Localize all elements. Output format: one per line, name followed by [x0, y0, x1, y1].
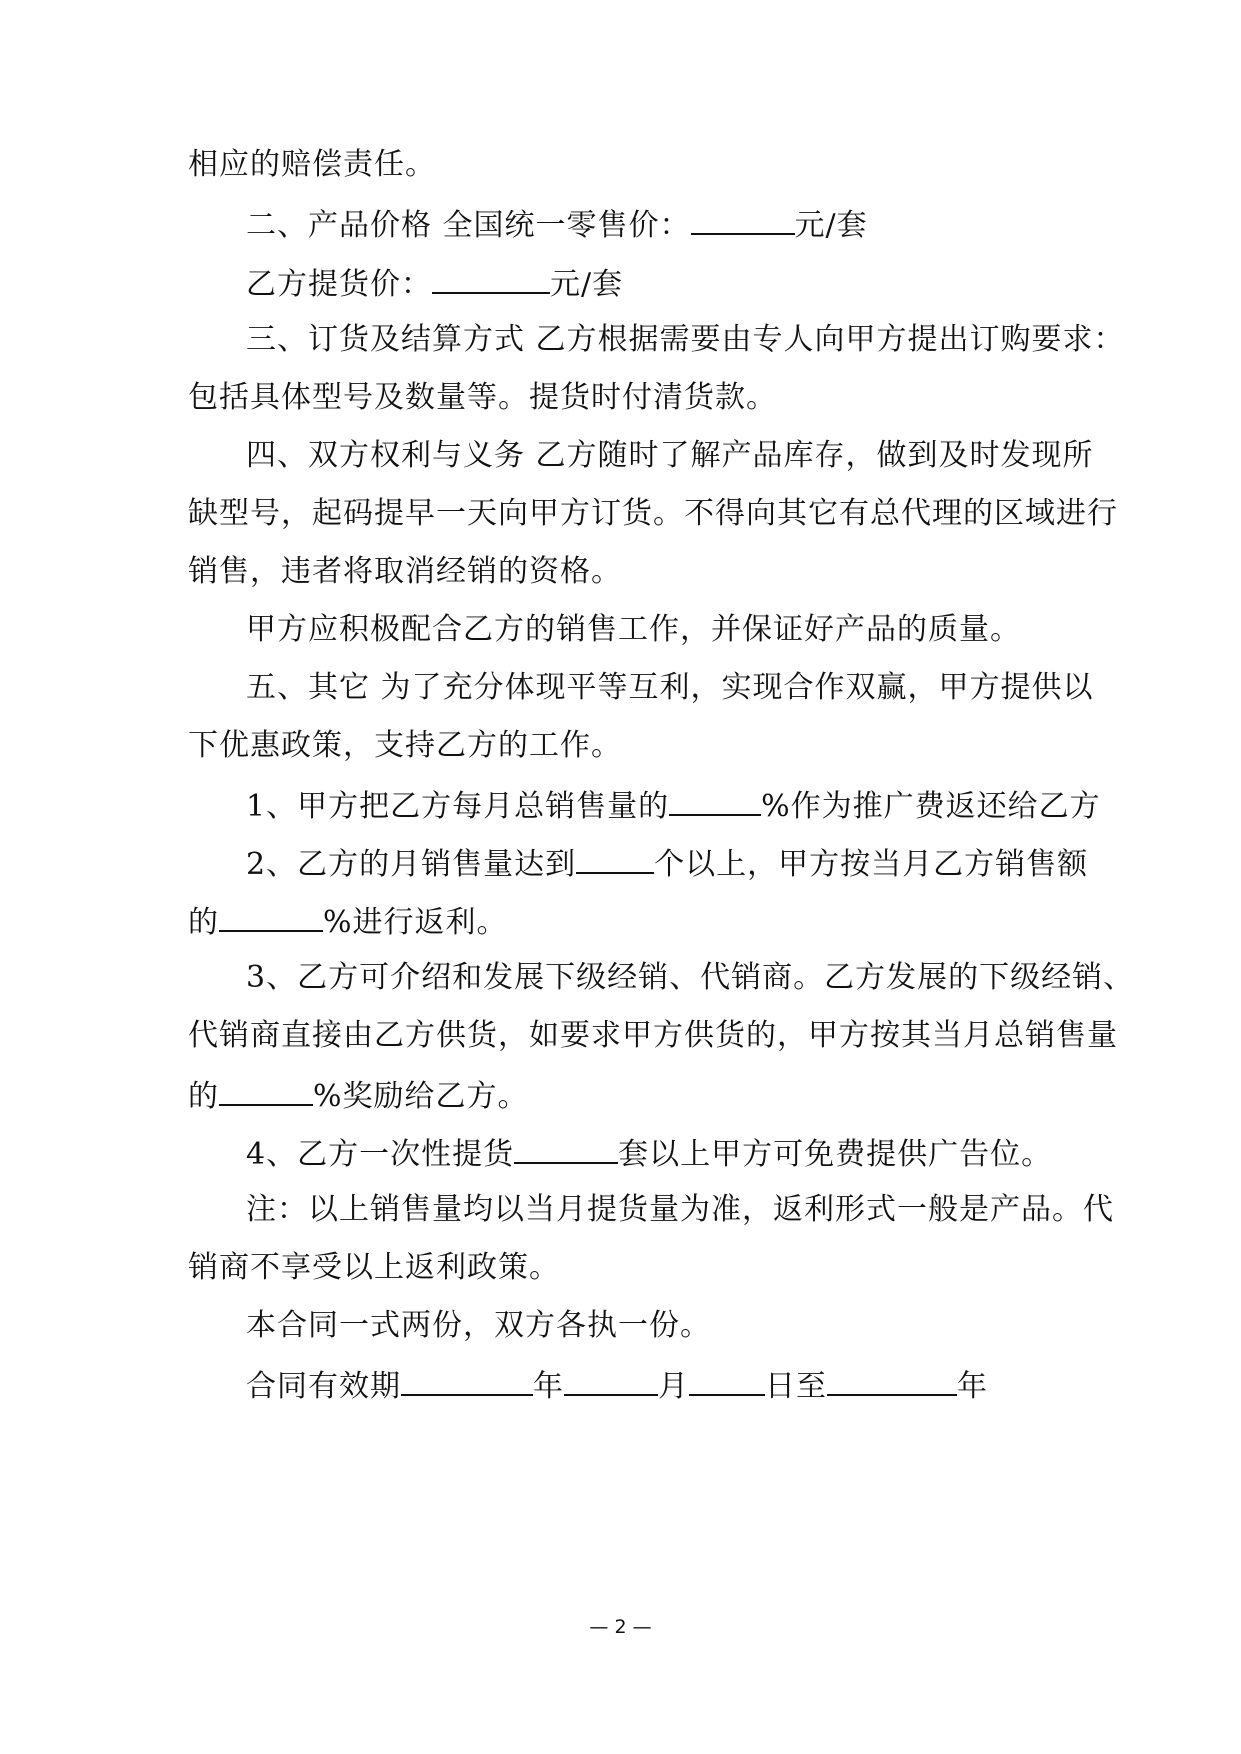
year-label: 年 — [533, 1369, 564, 1404]
retail-price-unit: 元/套 — [794, 208, 868, 243]
pickup-sets-blank[interactable] — [514, 1132, 618, 1164]
reward-percent-blank[interactable] — [219, 1074, 313, 1106]
paragraph-line: 三、订货及结算方式 乙方根据需要由专人向甲方提出订购要求： — [246, 322, 1125, 357]
pickup-price-blank[interactable] — [432, 262, 550, 294]
paragraph-line: 销商不享受以上返利政策。 — [188, 1250, 560, 1285]
start-day-blank[interactable] — [689, 1364, 765, 1396]
paragraph-line: 下优惠政策，支持乙方的工作。 — [188, 728, 622, 763]
price-pickup-line — [246, 262, 1126, 305]
paragraph-line: 相应的赔偿责任。 — [188, 147, 436, 182]
paragraph-line: 包括具体型号及数量等。提货时付清货款。 — [188, 380, 777, 415]
promotion-percent-blank[interactable] — [669, 784, 761, 816]
page-number: — 2 — — [589, 1616, 652, 1638]
paragraph-line: 缺型号，起码提早一天向甲方订货。不得向其它有总代理的区域进行 — [188, 496, 1118, 531]
clause-4-text: 4、乙方一次性提货 — [246, 1137, 515, 1172]
paragraph-line: 甲方应积极配合乙方的销售工作，并保证好产品的质量。 — [246, 612, 1021, 647]
clause-1-text: 1、甲方把乙方每月总销售量的 — [246, 789, 670, 824]
clause-2-cont-text: 的 — [188, 905, 219, 940]
paragraph-line: 本合同一式两份，双方各执一份。 — [246, 1308, 711, 1343]
clause-4-text-end: 套以上甲方可免费提供广告位。 — [618, 1137, 1053, 1172]
clause-3-continued-line — [188, 1074, 1068, 1117]
start-year-blank[interactable] — [401, 1364, 533, 1396]
clause-2-text-end: 个以上，甲方按当月乙方销售额 — [654, 847, 1089, 882]
clause-2-line — [246, 842, 1126, 885]
end-year-label: 年 — [957, 1369, 988, 1404]
retail-price-label: 二、产品价格 全国统一零售价： — [246, 208, 691, 243]
month-label: 月 — [658, 1369, 689, 1404]
validity-period-line — [246, 1364, 1126, 1407]
clause-4-line — [246, 1132, 1126, 1175]
paragraph-line: 代销商直接由乙方供货，如要求甲方供货的，甲方按其当月总销售量 — [188, 1018, 1118, 1053]
day-to-label: 日至 — [765, 1369, 827, 1404]
start-month-blank[interactable] — [564, 1364, 658, 1396]
pickup-price-unit: 元/套 — [550, 267, 624, 302]
clause-2-cont-text-end: %进行返利。 — [323, 905, 508, 940]
paragraph-line: 五、其它 为了充分体现平等互利，实现合作双赢，甲方提供以 — [246, 670, 1094, 705]
paragraph-line: 四、双方权利与义务 乙方随时了解产品库存，做到及时发现所 — [246, 438, 1094, 473]
clause-3-cont-text-end: %奖励给乙方。 — [313, 1079, 529, 1114]
pickup-price-label: 乙方提货价： — [246, 267, 432, 302]
clause-2-text: 2、乙方的月销售量达到 — [246, 847, 577, 882]
paragraph-line: 销售，违者将取消经销的资格。 — [188, 554, 622, 589]
clause-2-continued-line — [188, 900, 1068, 943]
clause-1-text-end: %作为推广费返还给乙方 — [761, 789, 1101, 824]
rebate-percent-blank[interactable] — [219, 900, 323, 932]
end-year-blank[interactable] — [827, 1364, 957, 1396]
clause-3-cont-text: 的 — [188, 1079, 219, 1114]
clause-1-line — [246, 784, 1126, 827]
price-retail-line — [246, 203, 1126, 246]
validity-label: 合同有效期 — [246, 1369, 401, 1404]
paragraph-line: 注：以上销售量均以当月提货量为准，返利形式一般是产品。代 — [246, 1192, 1114, 1227]
retail-price-blank[interactable] — [691, 203, 795, 235]
monthly-volume-blank[interactable] — [576, 842, 654, 874]
paragraph-line: 3、乙方可介绍和发展下级经销、代销商。乙方发展的下级经销、 — [246, 960, 1135, 995]
